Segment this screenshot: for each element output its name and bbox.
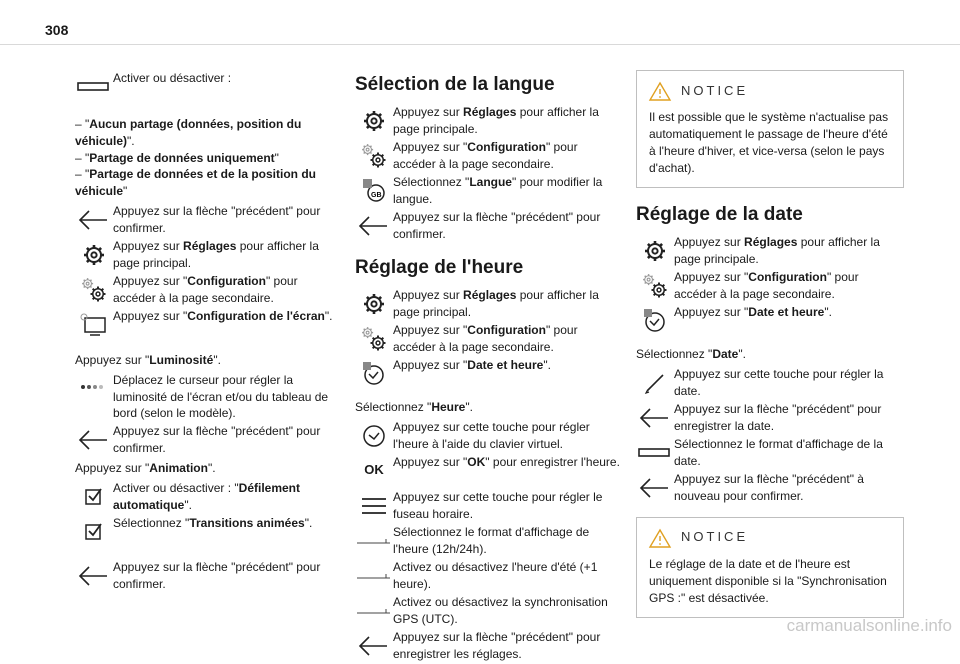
watermark: carmanualsonline.info xyxy=(786,616,952,635)
instruction-text: Appuyez sur "Configuration" pour accéder à la page secondaire. xyxy=(393,323,578,354)
instruction-text: Appuyez sur "Configuration de l'écran". xyxy=(113,308,333,323)
checkbox-icon xyxy=(75,515,113,549)
instruction-text: Appuyez sur la flèche "précédent" pour confirmer. xyxy=(113,203,321,235)
check-circle-icon xyxy=(355,419,393,453)
notice-text: Le réglage de la date et de l'heure est uniquement disponible si la "Synchronisation GPS :" est désactivée. xyxy=(649,556,887,605)
instruction-text: Appuyez sur la flèche "précédent" pour confirmer. xyxy=(113,424,321,455)
warning-triangle-icon xyxy=(649,528,671,548)
clock-icon xyxy=(355,357,393,391)
instruction-text: Sélectionnez "Transitions animées". xyxy=(113,515,313,530)
warning-triangle-icon xyxy=(649,81,671,101)
page-number: 308 xyxy=(45,22,69,38)
settings-gear-icon xyxy=(75,238,113,272)
notice-label: NOTICE xyxy=(681,82,749,98)
instruction-text: Appuyez sur "Configuration" pour accéder à la page secondaire. xyxy=(393,140,578,171)
instruction-text: Appuyez sur "Configuration" pour accéder à la page secondaire. xyxy=(113,273,298,305)
back-arrow-icon xyxy=(636,401,674,435)
switch-line-icon xyxy=(355,524,393,558)
back-arrow-icon xyxy=(355,629,393,663)
brightness-slider-icon xyxy=(75,372,113,402)
instruction-text: Appuyez sur "Luminosité". xyxy=(75,352,221,367)
back-arrow-icon xyxy=(75,423,113,457)
option-data-only: Partage de données uniquement xyxy=(89,150,275,165)
instruction-text: Appuyez sur "Animation". xyxy=(75,461,216,476)
back-arrow-icon xyxy=(75,559,113,593)
switch-line-icon xyxy=(355,594,393,628)
configuration-gears-icon xyxy=(75,273,113,307)
screen-config-icon xyxy=(75,308,113,342)
notice-box-date xyxy=(636,517,904,618)
toggle-icon xyxy=(636,436,674,470)
switch-line-icon xyxy=(355,559,393,593)
back-arrow-icon xyxy=(636,471,674,505)
instruction-text: Appuyez sur "Date et heure". xyxy=(393,358,551,372)
instruction-text: Appuyez sur la flèche "précédent" pour enregistrer les réglages. xyxy=(393,629,601,661)
instruction-text: Appuyez sur la flèche "précédent" à nouveau pour confirmer. xyxy=(674,471,864,503)
language-icon xyxy=(355,174,393,208)
option-no-sharing: Aucun partage (données, position du véhicule) xyxy=(75,117,302,148)
section-title-time: Réglage de l'heure xyxy=(355,257,524,278)
section-title-language: Sélection de la langue xyxy=(355,74,555,95)
instruction-text: Appuyez sur cette touche pour régler la date. xyxy=(674,366,884,398)
instruction-text: Appuyez sur "Date et heure". xyxy=(674,305,832,319)
instruction-text: Sélectionnez "Langue" pour modifier la langue. xyxy=(393,175,603,206)
instruction-text: Activer ou désactiver : "Défilement automatique". xyxy=(113,480,301,512)
configuration-gears-icon xyxy=(636,269,674,303)
instruction-text: Sélectionnez "Heure". xyxy=(355,400,473,414)
pencil-icon xyxy=(636,366,674,400)
settings-gear-icon xyxy=(636,234,674,268)
back-arrow-icon xyxy=(355,209,393,243)
list-menu-icon xyxy=(355,489,393,523)
instruction-text: Appuyez sur la flèche "précédent" pour confirmer. xyxy=(393,210,601,241)
notice-label: NOTICE xyxy=(681,529,749,545)
instruction-text: Appuyez sur "OK" pour enregistrer l'heure. xyxy=(393,454,620,469)
instruction-text: Sélectionnez le format d'affichage de la date. xyxy=(674,436,883,468)
instruction-text: Appuyez sur cette touche pour régler le fuseau horaire. xyxy=(393,489,603,521)
settings-gear-icon xyxy=(355,104,393,138)
clock-icon xyxy=(636,304,674,338)
column-display-settings xyxy=(75,70,343,594)
column-date xyxy=(636,70,904,634)
section-title-date: Réglage de la date xyxy=(636,204,803,225)
configuration-gears-icon xyxy=(355,322,393,356)
toggle-icon xyxy=(75,70,113,104)
instruction-text: Appuyez sur Réglages pour afficher la page principal. xyxy=(393,288,599,319)
configuration-gears-icon xyxy=(355,139,393,173)
option-list: – "Aucun partage (données, position du véhicule)". – "Partage de données uniquement" – "Partage de données et de la position du véhicule" xyxy=(75,117,316,199)
instruction-text: Sélectionnez "Date". xyxy=(636,347,746,361)
instruction-text: Appuyez sur Réglages pour afficher la page principale. xyxy=(393,105,599,136)
instruction-text: Appuyez sur Réglages pour afficher la page principal. xyxy=(113,238,319,270)
settings-gear-icon xyxy=(355,287,393,321)
header-divider xyxy=(0,44,960,45)
instruction-text: Activez ou désactivez l'heure d'été (+1 heure). xyxy=(393,559,598,591)
instruction-text: Appuyez sur la flèche "précédent" pour enregistrer la date. xyxy=(674,401,882,433)
instruction-text: Appuyez sur la flèche "précédent" pour confirmer. xyxy=(113,559,321,591)
notice-box xyxy=(636,70,904,188)
ok-icon: OK xyxy=(364,462,384,478)
back-arrow-icon xyxy=(75,203,113,237)
notice-text: Il est possible que le système n'actualise pas automatiquement le passage de l'heure d'été à l'heure d'hiver, et vice-versa (selon le pays d'achat). xyxy=(649,110,889,175)
checkbox-icon xyxy=(75,480,113,514)
instruction-text: Déplacez le curseur pour régler la luminosité de l'écran et/ou du tableau de bord (selon le modèle). xyxy=(113,372,329,421)
instruction-text: Appuyez sur Réglages pour afficher la page principale. xyxy=(674,235,880,266)
column-language-time xyxy=(355,70,620,664)
instruction-text: Activez ou désactivez la synchronisation GPS (UTC). xyxy=(393,594,608,626)
instruction-text: Sélectionnez le format d'affichage de l'heure (12h/24h). xyxy=(393,524,590,556)
instruction-text: Appuyez sur cette touche pour régler l'heure à l'aide du clavier virtuel. xyxy=(393,419,590,451)
option-data-position: Partage de données et de la position du véhicule xyxy=(75,167,316,199)
svg-text:GB: GB xyxy=(371,192,382,199)
instruction-text: Activer ou désactiver : xyxy=(113,71,232,85)
instruction-text: Appuyez sur "Configuration" pour accéder à la page secondaire. xyxy=(674,270,859,301)
